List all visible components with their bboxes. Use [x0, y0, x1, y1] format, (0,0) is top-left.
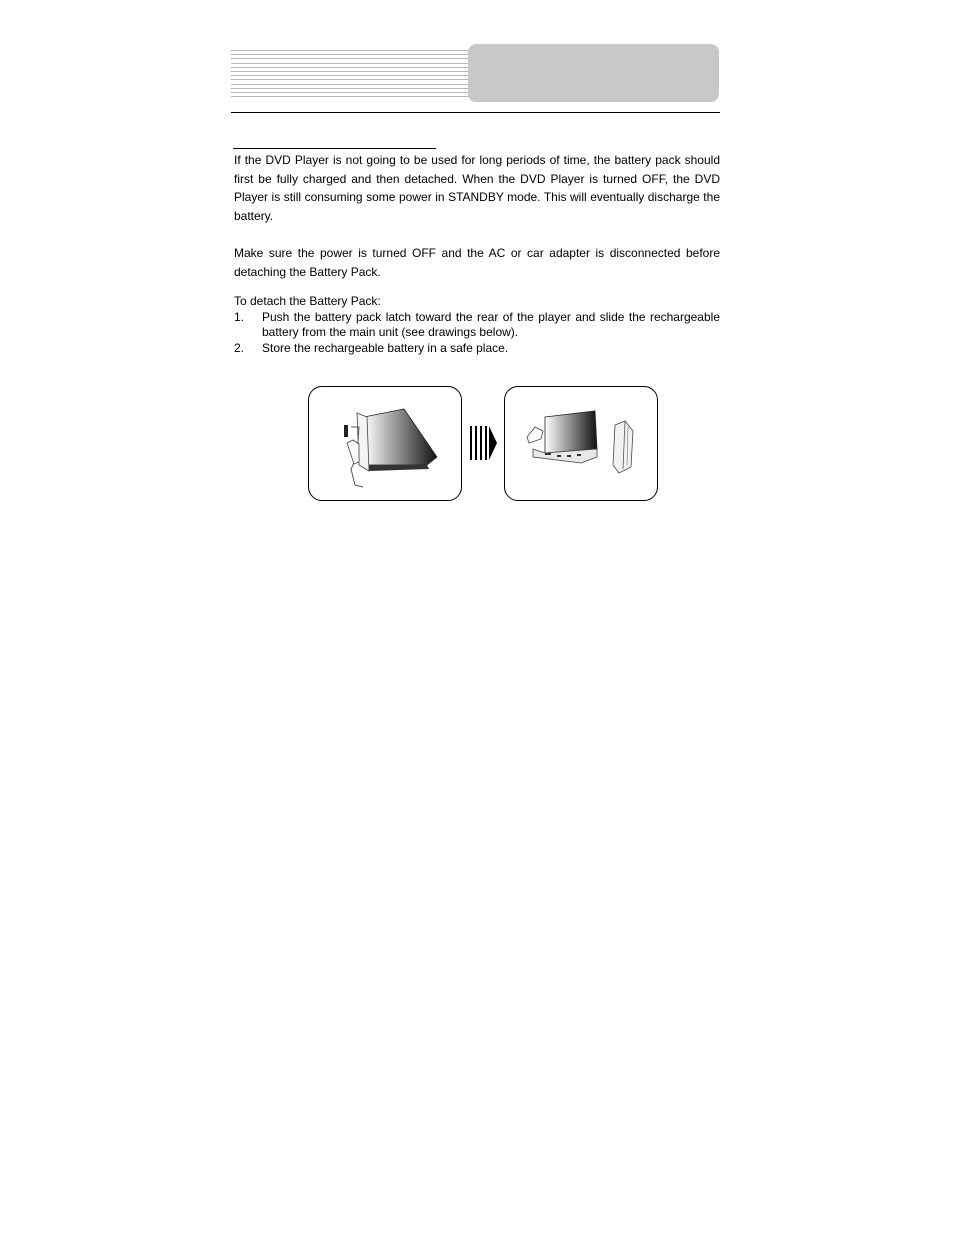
header-divider [231, 112, 720, 113]
steps-block [234, 294, 720, 356]
paragraph-safety: Make sure the power is turned OFF and the AC or car adapter is disconnected before detaching the Battery Pack. [234, 246, 720, 279]
step-text: Store the rechargeable battery in a safe place. [262, 340, 509, 355]
battery-detach-figure [307, 386, 657, 502]
player-with-battery-attached-icon [308, 386, 462, 501]
paragraph-storage: If the DVD Player is not going to be used for long periods of time, the battery pack should first be fully charged and then detached. When the DVD Player is turned OFF, the DVD Player is still consuming some power in STANDBY mode. This will eventually discharge the battery. [234, 153, 720, 224]
player-with-battery-detached-icon [504, 386, 658, 501]
list-item [234, 341, 720, 357]
header-decorative-lines [231, 50, 471, 96]
step-text: Push the battery pack latch toward the rear of the player and slide the rechargeable battery from the main unit (see drawings below). [262, 309, 720, 339]
steps-intro: To detach the Battery Pack: [234, 294, 381, 308]
step-number: 1. [234, 309, 245, 324]
section-heading-rule [233, 148, 436, 149]
list-item [234, 310, 720, 341]
steps-list [234, 310, 720, 357]
step-number: 2. [234, 340, 245, 355]
header-tab [468, 44, 719, 102]
right-arrow-icon [467, 422, 499, 464]
